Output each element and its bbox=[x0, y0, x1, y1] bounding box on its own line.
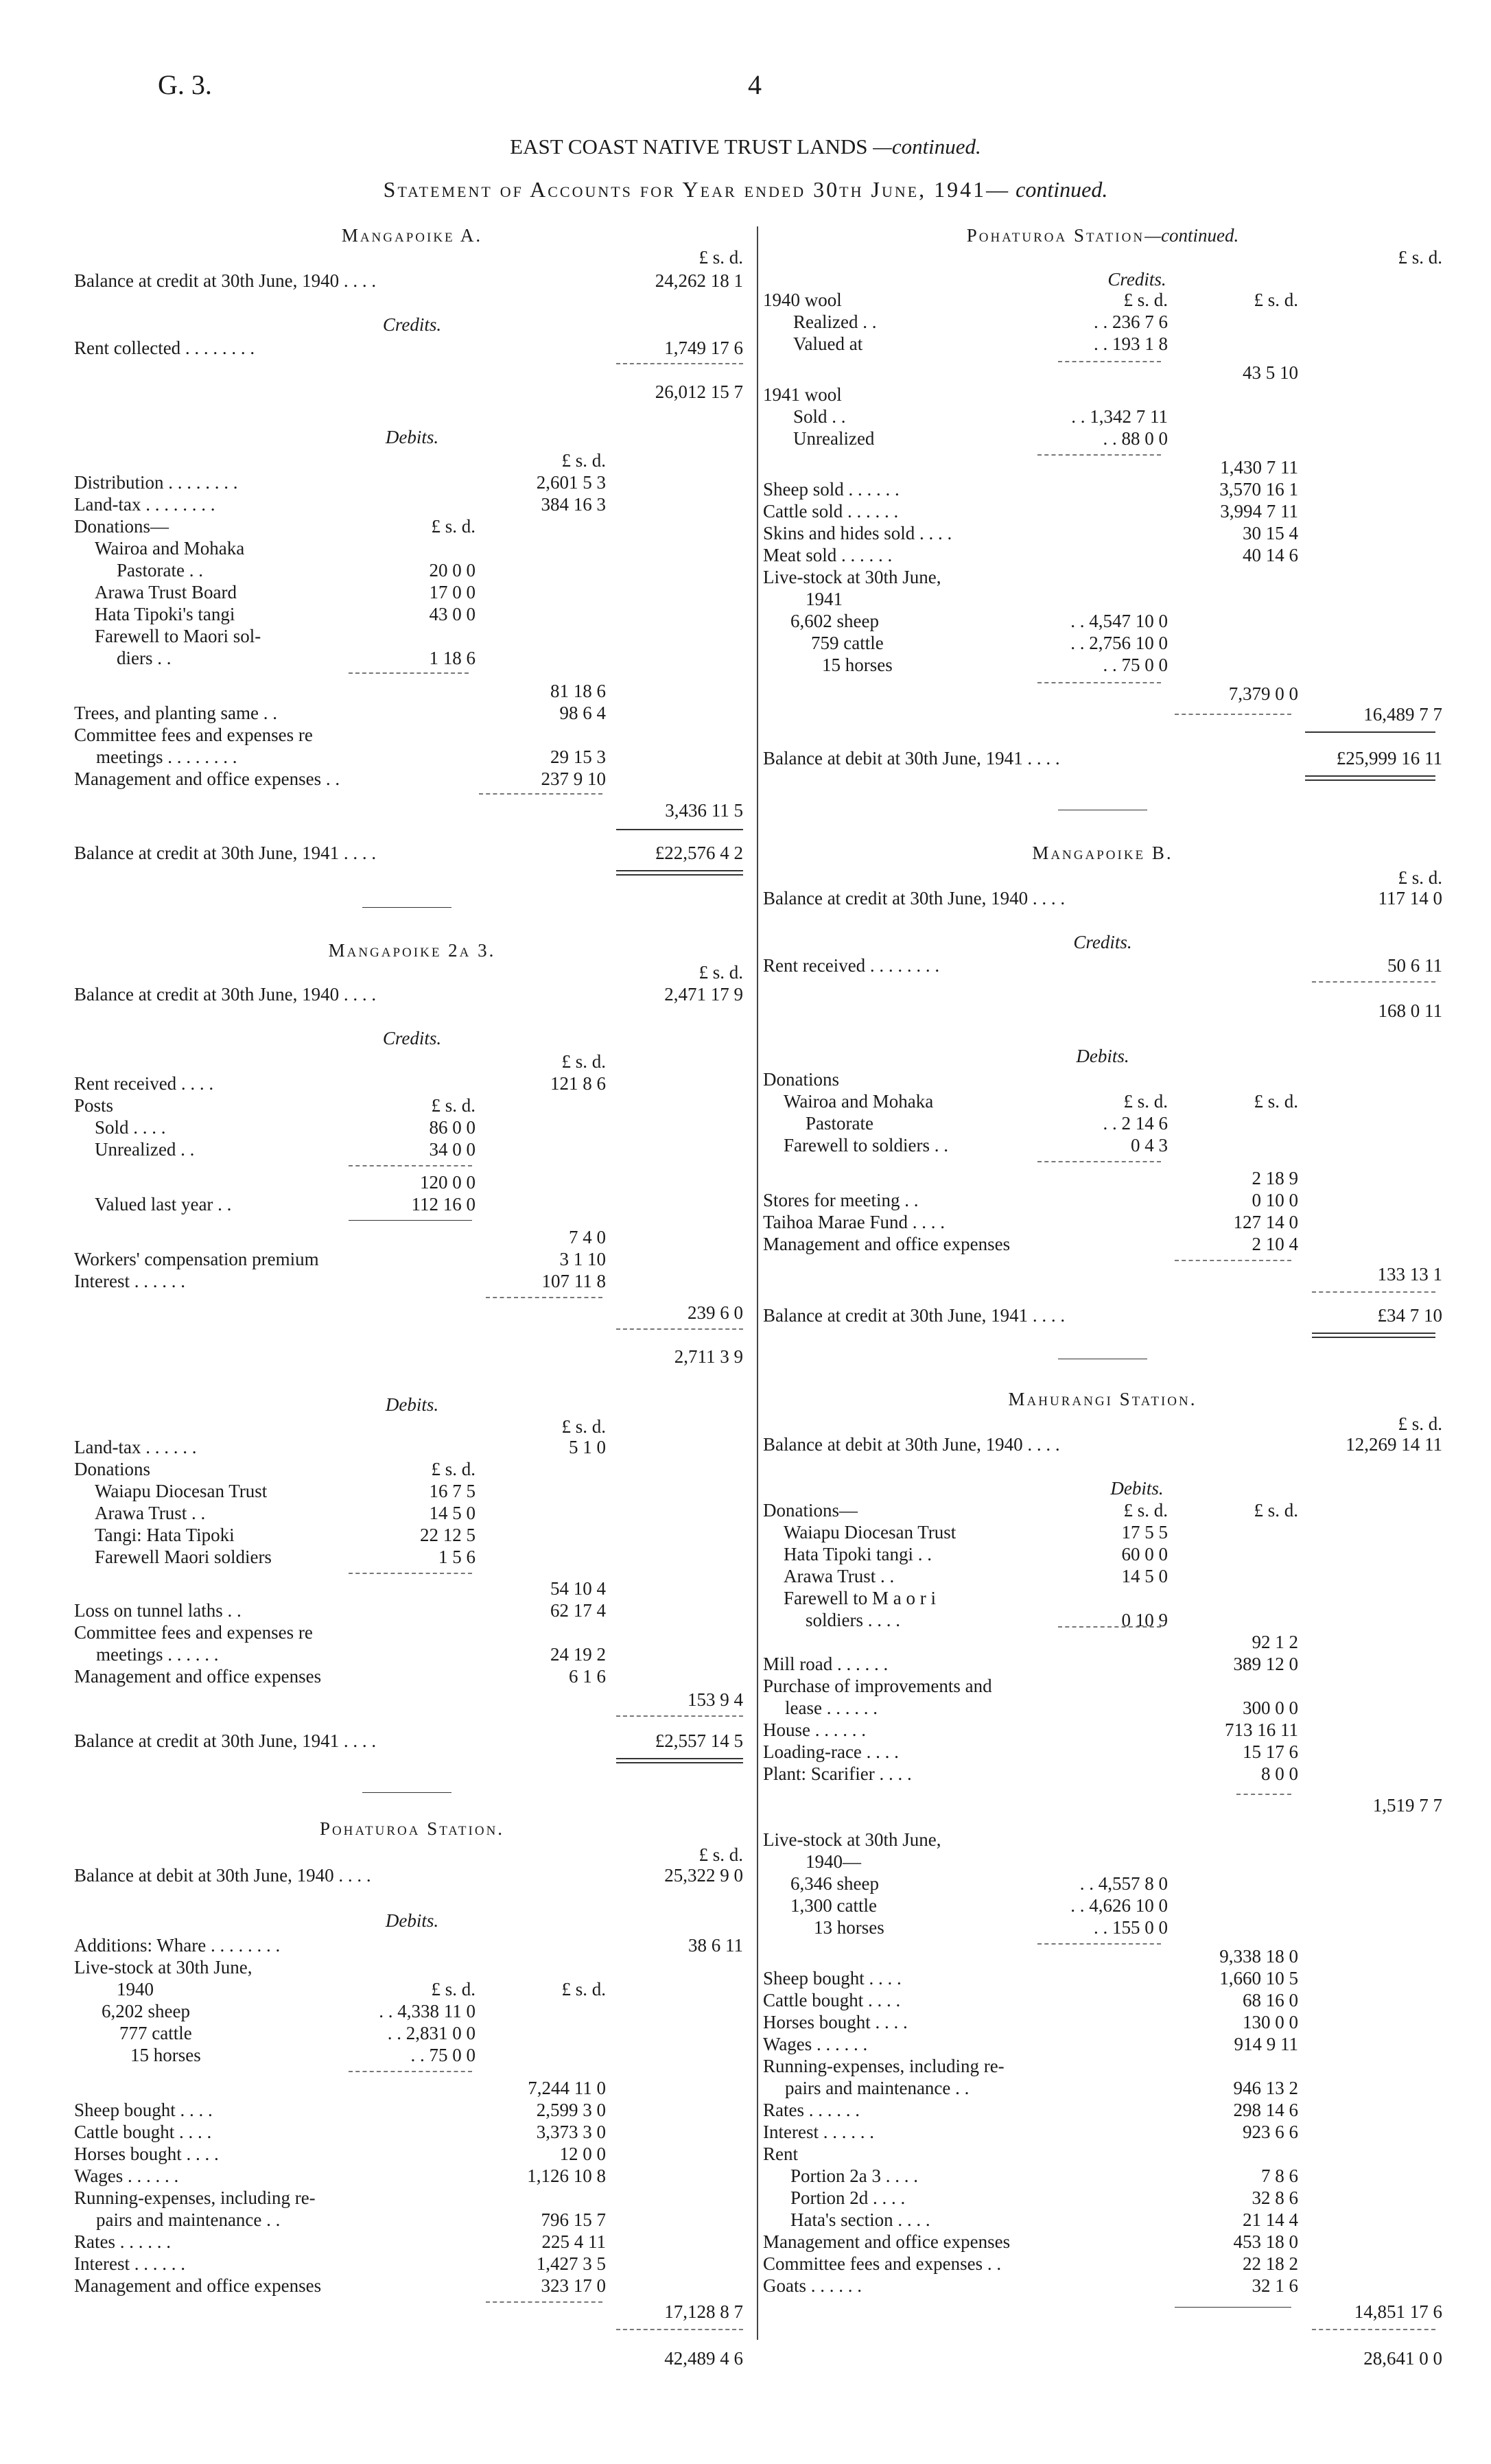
row-label: Additions: Whare . . . . . . . . bbox=[74, 1935, 281, 1956]
row-amount: 3,436 11 5 bbox=[665, 800, 743, 821]
row-amount: 60 0 0 bbox=[1121, 1544, 1168, 1564]
row-amount: 300 0 0 bbox=[1243, 1698, 1298, 1718]
row-label: Balance at credit at 30th June, 1940 . . . . bbox=[74, 270, 377, 291]
row-amount: 86 0 0 bbox=[429, 1117, 476, 1138]
row-label: House . . . . . . bbox=[763, 1720, 866, 1740]
row-amount: 0 4 3 bbox=[1131, 1135, 1168, 1155]
column-header: £ s. d. bbox=[1254, 1091, 1298, 1112]
grand-total: 42,489 4 6 bbox=[664, 2348, 743, 2369]
row-label: Interest . . . . . . bbox=[74, 1271, 185, 1291]
row-amount: 7 8 6 bbox=[1261, 2166, 1298, 2186]
row-label: Committee fees and expenses re bbox=[74, 1622, 313, 1643]
row-label: Unrealized bbox=[793, 428, 875, 449]
row-label: Rent received . . . . . . . . bbox=[763, 955, 940, 976]
row-label: Horses bought . . . . bbox=[74, 2144, 219, 2164]
row-amount: 2,599 3 0 bbox=[536, 2100, 606, 2120]
row-label: Rent collected . . . . . . . . bbox=[74, 338, 255, 358]
row-amount: 121 8 6 bbox=[550, 1073, 606, 1094]
row-label: Land-tax . . . . . . bbox=[74, 1437, 197, 1457]
row-amount: 796 15 7 bbox=[541, 2209, 606, 2230]
row-label: 15 horses bbox=[130, 2045, 201, 2065]
column-header: £ s. d. bbox=[431, 1095, 476, 1116]
column-header: £ s. d. bbox=[1123, 1091, 1168, 1112]
row-amount: . . 2,756 10 0 bbox=[1070, 633, 1168, 653]
row-amount: 1,430 7 11 bbox=[1220, 457, 1298, 478]
row-amount: 0 10 0 bbox=[1252, 1190, 1298, 1210]
row-label: Donations— bbox=[763, 1500, 858, 1521]
row-amount: 54 10 4 bbox=[550, 1578, 606, 1599]
row-amount: 38 6 11 bbox=[688, 1935, 743, 1956]
row-amount: . . 236 7 6 bbox=[1094, 312, 1168, 332]
row-amount: 7,244 11 0 bbox=[528, 2078, 606, 2098]
column-header: £ s. d. bbox=[561, 450, 606, 471]
row-amount: 9,338 18 0 bbox=[1219, 1946, 1298, 1967]
row-label: Donations bbox=[74, 1459, 150, 1479]
row-amount: 0 10 9 bbox=[1121, 1610, 1168, 1630]
row-amount: 6 1 6 bbox=[569, 1666, 606, 1687]
row-label: Hata Tipoki tangi . . bbox=[784, 1544, 932, 1564]
row-label: Sheep bought . . . . bbox=[74, 2100, 213, 2120]
row-amount: 21 14 4 bbox=[1243, 2209, 1298, 2230]
row-label: 1941 wool bbox=[763, 384, 842, 405]
row-label: Wairoa and Mohaka bbox=[95, 538, 245, 559]
right-column bbox=[763, 0, 1442, 2464]
row-label: pairs and maintenance . . bbox=[96, 2209, 281, 2230]
column-header: £ s. d. bbox=[1254, 1500, 1298, 1521]
row-label: 6,202 sheep bbox=[102, 2001, 190, 2021]
row-amount: 1 5 6 bbox=[438, 1547, 476, 1567]
row-amount: 8 0 0 bbox=[1261, 1763, 1298, 1784]
row-label: Arawa Trust . . bbox=[95, 1503, 206, 1523]
row-label: Rent bbox=[763, 2144, 798, 2164]
row-label: Pastorate . . bbox=[117, 560, 203, 580]
row-label: Live-stock at 30th June, bbox=[74, 1957, 253, 1978]
row-amount: 1,519 7 7 bbox=[1372, 1795, 1442, 1816]
row-label: Meat sold . . . . . . bbox=[763, 545, 893, 565]
row-label: Horses bought . . . . bbox=[763, 2012, 908, 2032]
row-label: Portion 2d . . . . bbox=[790, 2187, 906, 2208]
column-header: £ s. d. bbox=[1123, 1500, 1168, 1521]
section-heading: Mangapoike 2a 3. bbox=[328, 940, 496, 961]
row-label: Management and office expenses bbox=[74, 1666, 322, 1687]
row-label: 1940 bbox=[117, 1979, 154, 1999]
row-amount: 117 14 0 bbox=[1378, 888, 1442, 908]
row-amount: . . 2,831 0 0 bbox=[387, 2023, 476, 2043]
row-amount: 389 12 0 bbox=[1233, 1654, 1298, 1674]
credits-heading: Credits. bbox=[1073, 932, 1132, 952]
row-amount: . . 75 0 0 bbox=[410, 2045, 476, 2065]
row-label: soldiers . . . . bbox=[806, 1610, 900, 1630]
row-label: Stores for meeting . . bbox=[763, 1190, 919, 1210]
row-amount: 2 10 4 bbox=[1252, 1234, 1298, 1254]
row-amount: 127 14 0 bbox=[1233, 1212, 1298, 1232]
row-label: 6,346 sheep bbox=[790, 1873, 879, 1894]
row-label: Rent received . . . . bbox=[74, 1073, 214, 1094]
row-amount: 22 18 2 bbox=[1243, 2253, 1298, 2274]
page-title-cont: —continued. bbox=[873, 134, 981, 159]
row-label: Balance at credit at 30th June, 1940 . . . . bbox=[763, 888, 1066, 908]
row-amount: 2,711 3 9 bbox=[674, 1346, 743, 1367]
row-label: Wairoa and Mohaka bbox=[784, 1091, 934, 1112]
column-header: £ s. d. bbox=[431, 516, 476, 537]
row-amount: 25,322 9 0 bbox=[664, 1865, 743, 1886]
row-amount: 1,749 17 6 bbox=[664, 338, 743, 358]
row-label: Tangi: Hata Tipoki bbox=[95, 1525, 235, 1545]
row-label: Pastorate bbox=[806, 1113, 873, 1134]
row-label: Sold . . bbox=[793, 406, 846, 427]
row-label: Unrealized . . bbox=[95, 1139, 195, 1160]
row-label: Realized . . bbox=[793, 312, 877, 332]
row-label: Committee fees and expenses . . bbox=[763, 2253, 1002, 2274]
row-label: pairs and maintenance . . bbox=[785, 2078, 970, 2098]
row-amount: . . 75 0 0 bbox=[1103, 655, 1168, 675]
debits-heading: Debits. bbox=[385, 1394, 439, 1415]
row-label: Valued at bbox=[793, 333, 863, 354]
debits-heading: Debits. bbox=[385, 1910, 439, 1931]
column-header: £ s. d. bbox=[698, 1844, 743, 1865]
row-amount: 62 17 4 bbox=[550, 1600, 606, 1621]
row-amount: 2 18 9 bbox=[1252, 1168, 1298, 1188]
row-amount: 12,269 14 11 bbox=[1346, 1434, 1442, 1455]
row-label: Workers' compensation premium bbox=[74, 1249, 319, 1269]
row-label: Portion 2a 3 . . . . bbox=[790, 2166, 918, 2186]
row-label: Interest . . . . . . bbox=[763, 2122, 874, 2142]
row-amount: 1,660 10 5 bbox=[1219, 1968, 1298, 1988]
row-label: Balance at credit at 30th June, 1941 . . . . bbox=[74, 1730, 377, 1751]
row-amount: . . 4,338 11 0 bbox=[379, 2001, 476, 2021]
row-label: Live-stock at 30th June, bbox=[763, 1829, 941, 1850]
row-label: 1940— bbox=[806, 1851, 861, 1872]
row-label: Farewell to Maori sol- bbox=[95, 626, 261, 646]
row-amount: 24 19 2 bbox=[550, 1644, 606, 1665]
row-amount: 1,126 10 8 bbox=[527, 2166, 606, 2186]
row-label: Rates . . . . . . bbox=[763, 2100, 860, 2120]
row-label: Loss on tunnel laths . . bbox=[74, 1600, 242, 1621]
closing-balance: £22,576 4 2 bbox=[655, 843, 743, 863]
row-label: Rates . . . . . . bbox=[74, 2231, 171, 2252]
row-amount: 112 16 0 bbox=[411, 1194, 476, 1215]
row-label: Waiapu Diocesan Trust bbox=[784, 1522, 956, 1542]
row-amount: 7,379 0 0 bbox=[1228, 683, 1298, 704]
row-amount: 3,373 3 0 bbox=[536, 2122, 606, 2142]
row-amount: 3 1 10 bbox=[559, 1249, 606, 1269]
row-amount: 239 6 0 bbox=[688, 1302, 743, 1323]
row-amount: . . 2 14 6 bbox=[1103, 1113, 1168, 1134]
row-label: Live-stock at 30th June, bbox=[763, 567, 941, 587]
row-label: Arawa Trust . . bbox=[784, 1566, 895, 1586]
row-amount: . . 4,626 10 0 bbox=[1070, 1895, 1168, 1916]
row-amount: 12 0 0 bbox=[559, 2144, 606, 2164]
row-label: Balance at credit at 30th June, 1941 . . . . bbox=[763, 1305, 1066, 1326]
row-amount: 3,570 16 1 bbox=[1219, 479, 1298, 500]
row-label: Mill road . . . . . . bbox=[763, 1654, 889, 1674]
column-header: £ s. d. bbox=[1254, 290, 1298, 310]
section-heading: Mahurangi Station. bbox=[1008, 1389, 1197, 1409]
row-label: Waiapu Diocesan Trust bbox=[95, 1481, 268, 1501]
closing-balance: £25,999 16 11 bbox=[1336, 748, 1442, 768]
row-label: Donations bbox=[763, 1069, 839, 1090]
row-amount: 14 5 0 bbox=[429, 1503, 476, 1523]
row-amount: 81 18 6 bbox=[550, 681, 606, 701]
row-amount: 92 1 2 bbox=[1252, 1632, 1298, 1652]
row-label: Balance at debit at 30th June, 1940 . . . . bbox=[74, 1865, 371, 1886]
row-label: 15 horses bbox=[822, 655, 893, 675]
row-label: Skins and hides sold . . . . bbox=[763, 523, 952, 543]
row-amount: 20 0 0 bbox=[429, 560, 476, 580]
row-label: diers . . bbox=[117, 648, 172, 668]
statement-subtitle-cont: continued. bbox=[1015, 177, 1108, 202]
column-header: £ s. d. bbox=[431, 1459, 476, 1479]
row-amount: 26,012 15 7 bbox=[655, 382, 743, 402]
row-amount: . . 1,342 7 11 bbox=[1071, 406, 1168, 427]
row-amount: 453 18 0 bbox=[1233, 2231, 1298, 2252]
row-amount: 237 9 10 bbox=[541, 768, 606, 789]
column-header: £ s. d. bbox=[1123, 290, 1168, 310]
row-label: Running-expenses, including re- bbox=[763, 2056, 1005, 2076]
column-header: £ s. d. bbox=[1398, 1413, 1442, 1434]
row-amount: 43 5 10 bbox=[1243, 362, 1298, 383]
row-label: Posts bbox=[74, 1095, 114, 1116]
row-amount: 14,851 17 6 bbox=[1354, 2301, 1442, 2322]
row-label: Committee fees and expenses re bbox=[74, 725, 313, 745]
page-reference: G. 3. bbox=[158, 69, 212, 100]
row-amount: . . 4,547 10 0 bbox=[1070, 611, 1168, 631]
row-amount: 323 17 0 bbox=[541, 2275, 606, 2296]
column-header: £ s. d. bbox=[431, 1979, 476, 1999]
row-label: 13 horses bbox=[814, 1917, 884, 1938]
section-heading-cont: —continued. bbox=[1144, 225, 1239, 246]
row-amount: 24,262 18 1 bbox=[655, 270, 743, 291]
row-label: Sold . . . . bbox=[95, 1117, 166, 1138]
row-amount: 133 13 1 bbox=[1377, 1264, 1442, 1284]
row-amount: 34 0 0 bbox=[429, 1139, 476, 1160]
row-label: Cattle sold . . . . . . bbox=[763, 501, 899, 521]
row-amount: 17,128 8 7 bbox=[664, 2301, 743, 2322]
row-amount: 29 15 3 bbox=[550, 747, 606, 767]
credits-heading: Credits. bbox=[382, 314, 442, 335]
row-amount: 1,427 3 5 bbox=[536, 2253, 606, 2274]
row-amount: 16 7 5 bbox=[429, 1481, 476, 1501]
row-label: Management and office expenses bbox=[763, 1234, 1011, 1254]
debits-heading: Debits. bbox=[1110, 1478, 1164, 1499]
row-amount: 923 6 6 bbox=[1243, 2122, 1298, 2142]
column-header: £ s. d. bbox=[698, 247, 743, 268]
row-label: Balance at debit at 30th June, 1941 . . . . bbox=[763, 748, 1060, 768]
row-label: Sheep bought . . . . bbox=[763, 1968, 902, 1988]
row-amount: 2,471 17 9 bbox=[664, 984, 743, 1005]
row-amount: 17 5 5 bbox=[1121, 1522, 1168, 1542]
debits-heading: Debits. bbox=[385, 427, 439, 447]
row-label: Balance at credit at 30th June, 1941 . . . . bbox=[74, 843, 377, 863]
row-label: Trees, and planting same . . bbox=[74, 703, 277, 723]
row-label: Loading-race . . . . bbox=[763, 1741, 899, 1762]
column-divider bbox=[757, 226, 758, 2340]
row-label: Cattle bought . . . . bbox=[763, 1990, 901, 2010]
row-label: Hata's section . . . . bbox=[790, 2209, 930, 2230]
row-label: Distribution . . . . . . . . bbox=[74, 472, 238, 493]
row-amount: 3,994 7 11 bbox=[1220, 501, 1298, 521]
column-header: £ s. d. bbox=[561, 1416, 606, 1437]
row-amount: 32 1 6 bbox=[1252, 2275, 1298, 2296]
row-amount: 2,601 5 3 bbox=[536, 472, 606, 493]
row-amount: 14 5 0 bbox=[1121, 1566, 1168, 1586]
row-label: 6,602 sheep bbox=[790, 611, 879, 631]
row-label: 1941 bbox=[806, 589, 843, 609]
row-label: meetings . . . . . . bbox=[96, 1644, 219, 1665]
row-amount: 120 0 0 bbox=[420, 1172, 476, 1193]
row-amount: 5 1 0 bbox=[569, 1437, 606, 1457]
row-label: lease . . . . . . bbox=[785, 1698, 878, 1718]
row-amount: 298 14 6 bbox=[1233, 2100, 1298, 2120]
row-label: Farewell to soldiers . . bbox=[784, 1135, 948, 1155]
row-amount: 15 17 6 bbox=[1243, 1741, 1298, 1762]
credits-heading: Credits. bbox=[382, 1028, 442, 1048]
row-amount: 130 0 0 bbox=[1243, 2012, 1298, 2032]
row-label: Valued last year . . bbox=[95, 1194, 232, 1215]
row-amount: 50 6 11 bbox=[1387, 955, 1442, 976]
row-label: Wages . . . . . . bbox=[74, 2166, 179, 2186]
row-amount: 7 4 0 bbox=[569, 1227, 606, 1247]
row-label: 1,300 cattle bbox=[790, 1895, 877, 1916]
row-label: Sheep sold . . . . . . bbox=[763, 479, 900, 500]
closing-balance: £34 7 10 bbox=[1377, 1305, 1442, 1326]
column-header: £ s. d. bbox=[561, 1051, 606, 1072]
row-amount: 1 18 6 bbox=[429, 648, 476, 668]
row-label: 759 cattle bbox=[811, 633, 884, 653]
row-amount: 22 12 5 bbox=[420, 1525, 476, 1545]
row-label: Wages . . . . . . bbox=[763, 2034, 868, 2054]
row-label: Management and office expenses bbox=[763, 2231, 1011, 2252]
row-amount: 168 0 11 bbox=[1378, 1000, 1442, 1021]
row-amount: 17 0 0 bbox=[429, 582, 476, 602]
row-amount: 32 8 6 bbox=[1252, 2187, 1298, 2208]
row-label: Farewell to M a o r i bbox=[784, 1588, 936, 1608]
row-amount: . . 193 1 8 bbox=[1094, 333, 1168, 354]
row-label: Goats . . . . . . bbox=[763, 2275, 862, 2296]
row-label: Land-tax . . . . . . . . bbox=[74, 494, 215, 515]
credits-heading: Credits. bbox=[1107, 269, 1166, 290]
row-label: Plant: Scarifier . . . . bbox=[763, 1763, 912, 1784]
row-label: Taihoa Marae Fund . . . . bbox=[763, 1212, 946, 1232]
row-label: 1940 wool bbox=[763, 290, 842, 310]
section-heading: Pohaturoa Station. bbox=[319, 1818, 505, 1839]
row-amount: 225 4 11 bbox=[541, 2231, 606, 2252]
row-amount: . . 88 0 0 bbox=[1103, 428, 1168, 449]
column-header: £ s. d. bbox=[1398, 867, 1442, 888]
row-label: Donations— bbox=[74, 516, 169, 537]
row-label: 777 cattle bbox=[119, 2023, 192, 2043]
debits-heading: Debits. bbox=[1076, 1046, 1129, 1066]
row-label: meetings . . . . . . . . bbox=[96, 747, 237, 767]
row-label: Balance at debit at 30th June, 1940 . . . . bbox=[763, 1434, 1060, 1455]
row-label: Hata Tipoki's tangi bbox=[95, 604, 235, 624]
row-amount: 946 13 2 bbox=[1233, 2078, 1298, 2098]
row-label: Balance at credit at 30th June, 1940 . . . . bbox=[74, 984, 377, 1005]
row-amount: . . 4,557 8 0 bbox=[1079, 1873, 1168, 1894]
column-header: £ s. d. bbox=[561, 1979, 606, 1999]
row-amount: 68 16 0 bbox=[1243, 1990, 1298, 2010]
row-amount: 30 15 4 bbox=[1243, 523, 1298, 543]
section-heading: Pohaturoa Station bbox=[966, 225, 1145, 246]
row-amount: 107 11 8 bbox=[541, 1271, 606, 1291]
row-label: Purchase of improvements and bbox=[763, 1676, 992, 1696]
section-heading: Mangapoike B. bbox=[1032, 843, 1173, 863]
closing-balance: £2,557 14 5 bbox=[655, 1730, 743, 1751]
row-label: Management and office expenses . . bbox=[74, 768, 340, 789]
row-amount: 98 6 4 bbox=[559, 703, 606, 723]
column-header: £ s. d. bbox=[698, 962, 743, 983]
column-header: £ s. d. bbox=[1398, 247, 1442, 268]
section-heading: Mangapoike A. bbox=[341, 225, 483, 246]
row-amount: 914 9 11 bbox=[1234, 2034, 1298, 2054]
row-amount: 43 0 0 bbox=[429, 604, 476, 624]
row-label: Running-expenses, including re- bbox=[74, 2187, 316, 2208]
row-label: Cattle bought . . . . bbox=[74, 2122, 212, 2142]
page-number: 4 bbox=[748, 69, 762, 100]
statement-subtitle: Statement of Accounts for Year ended 30th June, 1941— bbox=[383, 177, 1011, 202]
row-label: Arawa Trust Board bbox=[95, 582, 237, 602]
row-amount: 713 16 11 bbox=[1225, 1720, 1298, 1740]
row-amount: 40 14 6 bbox=[1243, 545, 1298, 565]
row-label: Interest . . . . . . bbox=[74, 2253, 185, 2274]
row-label: Management and office expenses bbox=[74, 2275, 322, 2296]
row-amount: 384 16 3 bbox=[541, 494, 606, 515]
page-title: EAST COAST NATIVE TRUST LANDS bbox=[510, 134, 868, 159]
row-label: Farewell Maori soldiers bbox=[95, 1547, 272, 1567]
row-amount: 153 9 4 bbox=[688, 1689, 743, 1710]
grand-total: 28,641 0 0 bbox=[1363, 2348, 1442, 2369]
left-column bbox=[74, 0, 750, 2464]
row-amount: 16,489 7 7 bbox=[1363, 704, 1442, 725]
row-amount: . . 155 0 0 bbox=[1094, 1917, 1168, 1938]
